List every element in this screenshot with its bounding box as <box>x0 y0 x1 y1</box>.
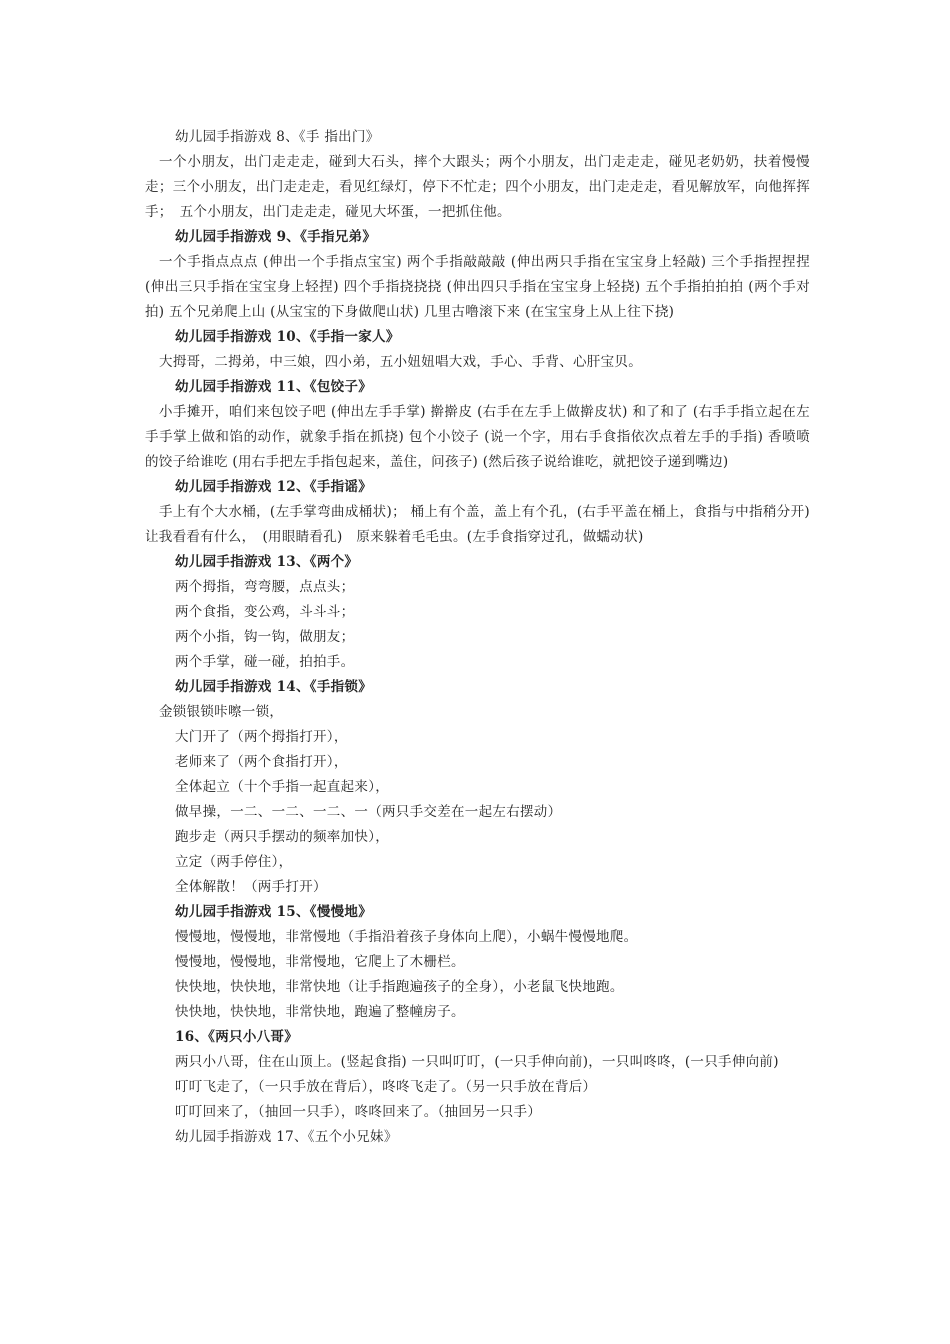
paragraph-game-12: 手上有个大水桶，(左手掌弯曲成桶状)； 桶上有个盖，盖上有个孔，(右手平盖在桶上，食指与中指稍分开) 让我看看有什么， (用眼睛看孔) 原来躲着毛毛虫。(左手食指穿过孔，做蠕动状) <box>145 504 824 545</box>
document-page <box>145 125 824 1150</box>
list-item: 两个小指，钩一钩，做朋友； <box>175 629 355 645</box>
list-item: 快快地，快快地，非常快地，跑遍了整幢房子。 <box>175 1004 465 1020</box>
list-item: 慢慢地，慢慢地，非常慢地，它爬上了木栅栏。 <box>175 954 465 970</box>
list-item: 两个食指，变公鸡，斗斗斗； <box>175 604 355 620</box>
list-item: 叮叮飞走了，（一只手放在背后），咚咚飞走了。（另一只手放在背后） <box>175 1079 597 1095</box>
heading-game-9: 幼儿园手指游戏 9、《手指兄弟》 <box>175 229 377 245</box>
list-item: 做早操，一二、一二、一二、一（两只手交差在一起左右摆动） <box>175 804 562 820</box>
list-item: 老师来了（两个食指打开）， <box>175 754 348 770</box>
paragraph-game-10: 大拇哥，二拇弟，中三娘，四小弟，五小妞妞唱大戏，手心、手背、心肝宝贝。 <box>159 354 642 370</box>
heading-game-17: 幼儿园手指游戏 17、《五个小兄妹》 <box>175 1129 398 1145</box>
list-item: 立定（两手停住）， <box>175 854 293 870</box>
paragraph-game-8: 一个小朋友，出门走走走，碰到大石头，摔个大跟头；两个小朋友，出门走走走，碰见老奶奶，扶着慢慢走；三个小朋友，出门走走走，看见红绿灯，停下不忙走；四个小朋友，出门走走走，看见解放军，向他挥挥手； 五个小朋友，出门走走走，碰见大坏蛋，一把抓住他。 <box>145 154 810 220</box>
list-item: 两个拇指，弯弯腰，点点头； <box>175 579 355 595</box>
paragraph-game-16: 两只小八哥，住在山顶上。(竖起食指) 一只叫叮叮，(一只手伸向前)，一只叫咚咚，(一只手伸向前) <box>175 1054 779 1070</box>
list-item: 全体起立（十个手指一起直起来）， <box>175 779 390 795</box>
heading-game-8: 幼儿园手指游戏 8、《手 指出门》 <box>175 129 380 145</box>
list-item: 跑步走（两只手摆动的频率加快）， <box>175 829 390 845</box>
list-item: 两个手掌，碰一碰，拍拍手。 <box>175 654 355 670</box>
heading-game-10: 幼儿园手指游戏 10、《手指一家人》 <box>175 329 400 345</box>
heading-game-15: 幼儿园手指游戏 15、《慢慢地》 <box>175 904 373 920</box>
heading-game-11: 幼儿园手指游戏 11、《包饺子》 <box>175 379 373 395</box>
paragraph-game-9: 一个手指点点点 (伸出一个手指点宝宝) 两个手指敲敲敲 (伸出两只手指在宝宝身上轻敲) 三个手指捏捏捏 (伸出三只手指在宝宝身上轻捏) 四个手指挠挠挠 (伸出四只手指在宝宝身上轻挠) 五个手指拍拍拍 (两个手对拍) 五个兄弟爬上山 (从宝宝的下身做爬山状) 几里古噜滚下来 (在宝宝身上从上往下挠) <box>145 254 810 320</box>
list-item: 慢慢地，慢慢地，非常慢地（手指沿着孩子身体向上爬），小蜗牛慢慢地爬。 <box>175 929 638 945</box>
list-item: 快快地，快快地，非常快地（让手指跑遍孩子的全身），小老鼠飞快地跑。 <box>175 979 624 995</box>
heading-game-12: 幼儿园手指游戏 12、《手指谣》 <box>175 479 373 495</box>
heading-game-16: 16、《两只小八哥》 <box>175 1029 299 1045</box>
paragraph-game-11: 小手摊开，咱们来包饺子吧 (伸出左手手掌) 擀擀皮 (右手在左手上做擀皮状) 和了和了 (右手手指立起在左手手掌上做和馅的动作，就象手指在抓挠) 包个小饺子 (说一个字，用右手食指依次点着左手的手指) 香喷喷的饺子给谁吃 (用右手把左手指包起来，盖住，问孩子) (然后孩子说给谁吃，就把饺子递到嘴边) <box>145 404 810 470</box>
list-item: 金锁银锁咔嚓一锁， <box>159 704 284 720</box>
list-item: 全体解散！（两手打开） <box>175 879 327 895</box>
heading-game-14: 幼儿园手指游戏 14、《手指锁》 <box>175 679 373 695</box>
list-item: 大门开了（两个拇指打开）， <box>175 729 348 745</box>
list-item: 叮叮回来了，（抽回一只手），咚咚回来了。（抽回另一只手） <box>175 1104 542 1120</box>
heading-game-13: 幼儿园手指游戏 13、《两个》 <box>175 554 359 570</box>
